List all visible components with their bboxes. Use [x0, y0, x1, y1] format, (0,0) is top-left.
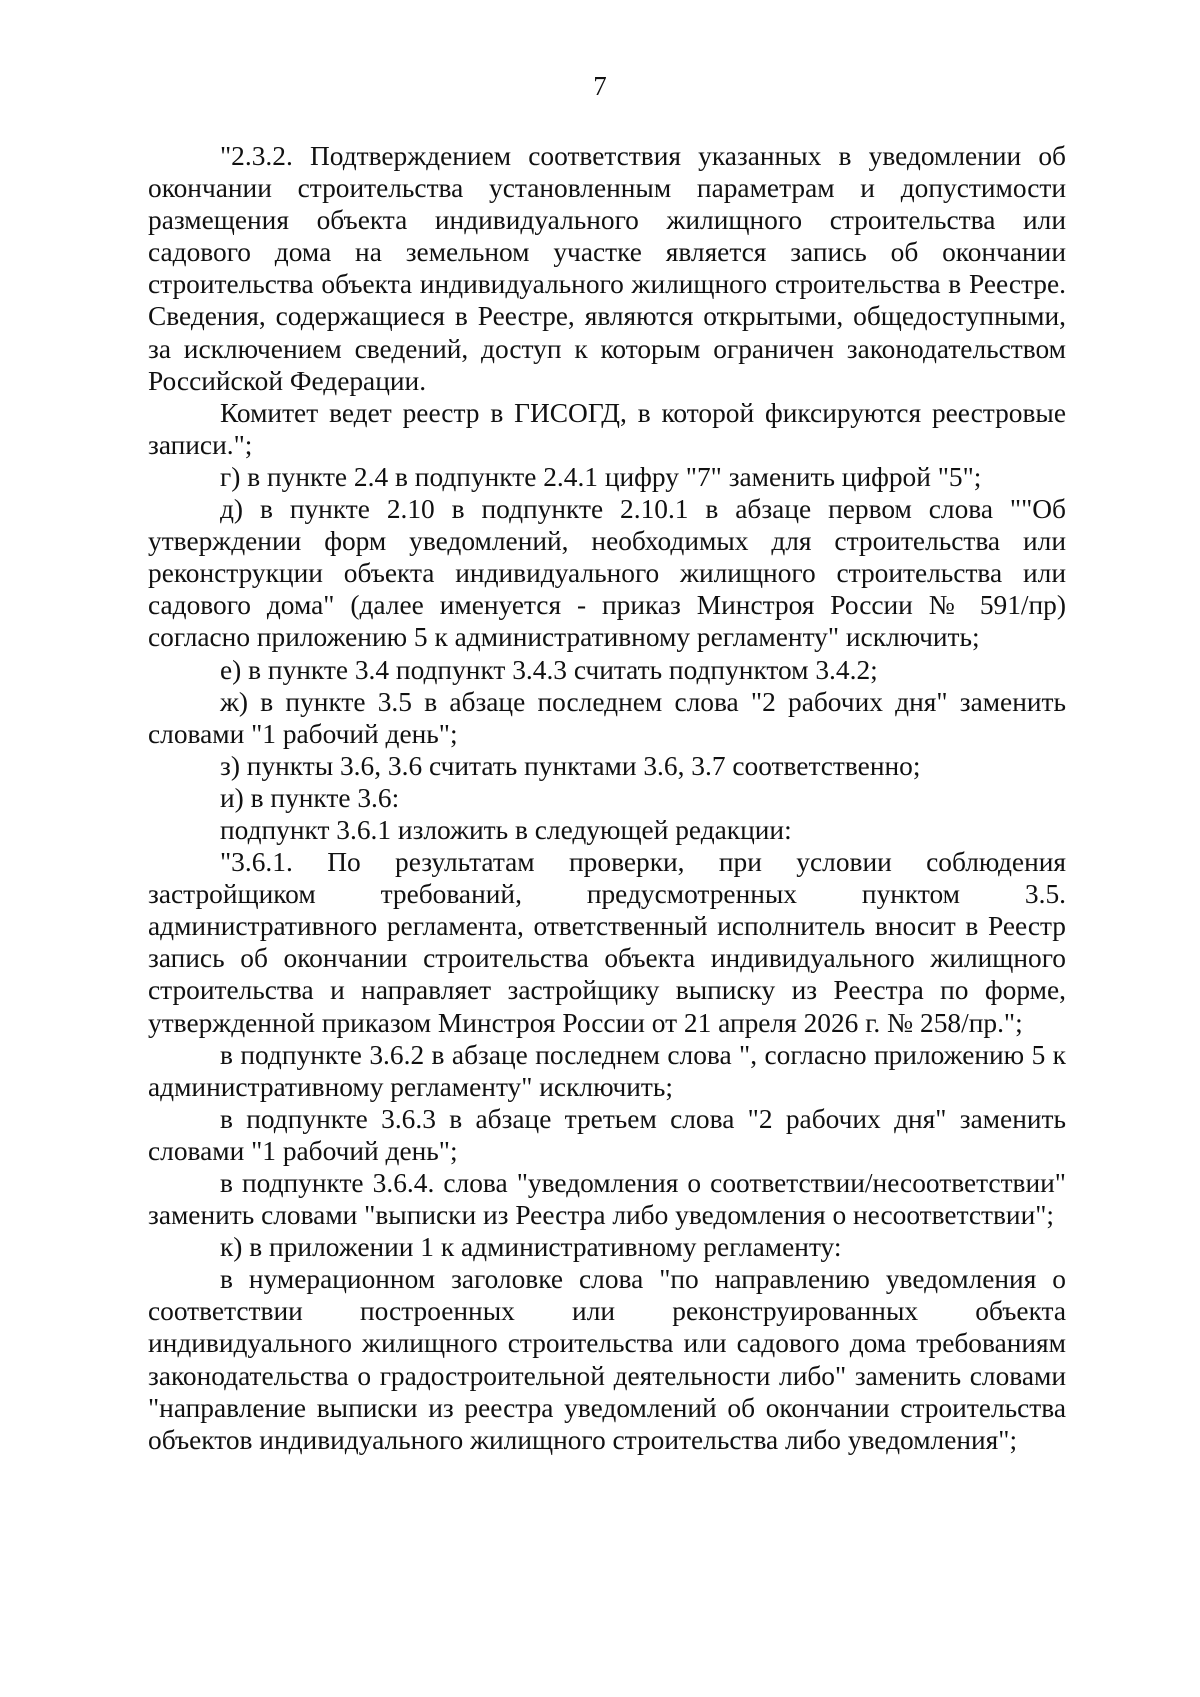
document-body: [148, 140, 1066, 1456]
paragraph-3-6-1-text: "3.6.1. По результатам проверки, при условии соблюдения застройщиком требований, предусмотренных пунктом 3.5. административного регламента, ответственный исполнитель вносит в Реестр запись об окончании строительства объекта индивидуального жилищного строительства и направляет застройщику выписку из Реестра по форме, утвержденной приказом Минстроя России от 21 апреля 2026 г. № 258/пр.";: [148, 847, 1066, 1038]
paragraph-3-6-3: в подпункте 3.6.3 в абзаце третьем слова "2 рабочих дня" заменить словами "1 рабочий день";: [148, 1103, 1066, 1166]
paragraph-numbering-heading: в нумерационном заголовке слова "по направлению уведомления о соответствии построенных или реконструированных объекта индивидуального жилищного строительства или садового дома требованиям законодательства о градостроительной деятельности либо" заменить словами "направление выписки из реестра уведомлений об окончании строительства объектов индивидуального жилищного строительства либо уведомления";: [148, 1264, 1066, 1455]
paragraph-item-d: д) в пункте 2.10 в подпункте 2.10.1 в абзаце первом слова ""Об утверждении форм уведомлений, необходимых для строительства или реконструкции объекта индивидуального жилищного строительства или садового дома" (далее именуется - приказ Минстроя России № 591/пр) согласно приложению 5 к административному регламенту" исключить;: [148, 494, 1066, 653]
paragraph-item-g: г) в пункте 2.4 в подпункте 2.4.1 цифру "7" заменить цифрой "5";: [220, 461, 982, 492]
page-number: 7: [593, 71, 607, 101]
paragraph-3-6-1-intro: подпункт 3.6.1 изложить в следующей редакции:: [220, 814, 792, 845]
paragraph-3-6-2: в подпункте 3.6.2 в абзаце последнем слова ", согласно приложению 5 к административному регламенту" исключить;: [148, 1039, 1066, 1102]
paragraph-item-k: к) в приложении 1 к административному регламенту:: [220, 1232, 842, 1263]
paragraph-item-zh: ж) в пункте 3.5 в абзаце последнем слова "2 рабочих дня" заменить словами "1 рабочий день";: [148, 686, 1066, 749]
paragraph-2-3-2: "2.3.2. Подтверждением соответствия указанных в уведомлении об окончании строительства установленным параметрам и допустимости размещения объекта индивидуального жилищного строительства или садового дома на земельном участке является запись об окончании строительства объекта индивидуального жилищного строительства в Реестре. Сведения, содержащиеся в Реестре, являются открытыми, общедоступными, за исключением сведений, доступ к которым ограничен законодательством Российской Федерации.: [148, 141, 1066, 396]
paragraph-item-i: и) в пункте 3.6:: [220, 782, 400, 813]
paragraph-item-e: е) в пункте 3.4 подпункт 3.4.3 считать подпунктом 3.4.2;: [220, 654, 878, 685]
paragraph-committee-registry: Комитет ведет реестр в ГИСОГД, в которой фиксируются реестровые записи.";: [148, 397, 1066, 460]
paragraph-item-z: з) пункты 3.6, 3.6 считать пунктами 3.6, 3.7 соответственно;: [220, 750, 921, 781]
paragraph-3-6-4: в подпункте 3.6.4. слова "уведомления о соответствии/несоответствии" заменить словами "выписки из Реестра либо уведомления о несоответствии";: [148, 1168, 1066, 1231]
